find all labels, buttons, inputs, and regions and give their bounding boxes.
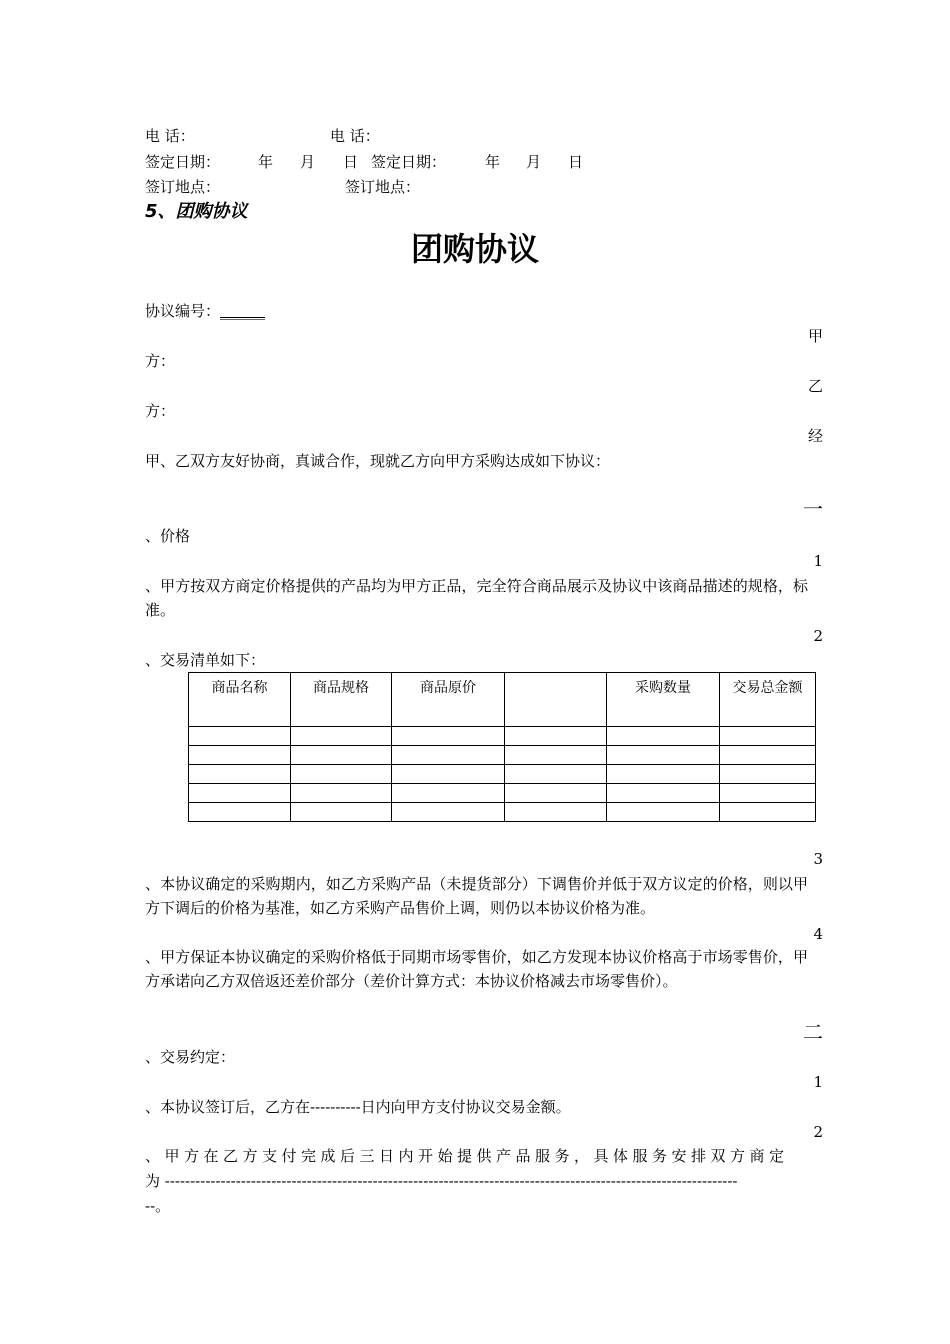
phone-label-b: 电 话： bbox=[330, 127, 380, 145]
table-cell bbox=[720, 784, 816, 803]
table-cell bbox=[189, 765, 291, 784]
party-b-char: 乙 bbox=[807, 377, 823, 395]
table-row bbox=[189, 727, 816, 746]
table-header-cell: 商品原价 bbox=[392, 673, 505, 727]
section2-item1-number: 1 bbox=[813, 1073, 823, 1091]
phone-label-a: 电 话： bbox=[145, 127, 195, 145]
table-header-row bbox=[189, 673, 816, 727]
section1-item3-number: 3 bbox=[813, 850, 823, 868]
table-cell bbox=[607, 765, 720, 784]
table-cell bbox=[392, 727, 505, 746]
table-cell bbox=[392, 803, 505, 822]
table-row bbox=[189, 784, 816, 803]
table-cell bbox=[505, 784, 607, 803]
table-header-cell: 采购数量 bbox=[607, 673, 720, 727]
table-header-cell: 商品名称 bbox=[189, 673, 291, 727]
table-cell bbox=[189, 803, 291, 822]
party-a-char: 甲 bbox=[807, 327, 823, 345]
sign-place-label-b: 签订地点： bbox=[345, 178, 421, 196]
table-cell bbox=[291, 765, 392, 784]
table-cell bbox=[505, 746, 607, 765]
section1-item4-number: 4 bbox=[813, 925, 823, 943]
sign-date-label-b: 签定日期： bbox=[371, 153, 447, 171]
table-cell bbox=[291, 784, 392, 803]
sign-place-label-a: 签订地点： bbox=[145, 178, 221, 196]
sign-date-label-a: 签定日期： bbox=[145, 153, 221, 171]
document-title: 团购协议 bbox=[410, 230, 539, 268]
section2-title: 、交易约定： bbox=[145, 1048, 236, 1066]
table-cell bbox=[720, 727, 816, 746]
agreement-number-blank: ______ bbox=[220, 302, 266, 320]
section1-item1-number: 1 bbox=[813, 552, 823, 570]
table-cell bbox=[720, 803, 816, 822]
year-label-a: 年 bbox=[258, 153, 274, 171]
table-header-cell: 交易总金额 bbox=[720, 673, 816, 727]
section1-number: 一 bbox=[803, 497, 823, 521]
section1-item3-text: 、本协议确定的采购期内，如乙方采购产品（未提货部分）下调售价并低于双方议定的价格，则以甲方下调后的价格为基准，如乙方采购产品售价上调，则仍以本协议价格为准。 bbox=[145, 875, 808, 917]
section2-item2-line3: --。 bbox=[145, 1197, 171, 1215]
month-label-a: 月 bbox=[300, 153, 316, 171]
table-header-cell bbox=[505, 673, 607, 727]
table-cell bbox=[607, 746, 720, 765]
section1-item2-text: 、交易清单如下： bbox=[145, 651, 266, 669]
day-label-a: 日 bbox=[343, 153, 359, 171]
section2-item2-line1: 、甲方在乙方支付完成后三日内开始提供产品服务，具体服务安排双方商定 bbox=[145, 1147, 789, 1165]
table-row bbox=[189, 803, 816, 822]
table-cell bbox=[607, 727, 720, 746]
table-cell bbox=[720, 765, 816, 784]
table-cell bbox=[392, 746, 505, 765]
table-cell bbox=[291, 803, 392, 822]
year-label-b: 年 bbox=[485, 153, 501, 171]
table-cell bbox=[392, 784, 505, 803]
section1-item4-text: 、甲方保证本协议确定的采购价格低于同期市场零售价，如乙方发现本协议价格高于市场零售价，甲方承诺向乙方双倍返还差价部分（差价计算方式：本协议价格减去市场零售价）。 bbox=[145, 948, 808, 990]
transaction-table bbox=[188, 672, 816, 822]
table-cell bbox=[505, 803, 607, 822]
table-cell bbox=[392, 765, 505, 784]
table-cell bbox=[291, 727, 392, 746]
intro-paragraph: 甲、乙双方友好协商，真诚合作，现就乙方向甲方采购达成如下协议： bbox=[145, 452, 611, 470]
table-row bbox=[189, 746, 816, 765]
table-cell bbox=[505, 727, 607, 746]
month-label-b: 月 bbox=[526, 153, 542, 171]
table-cell bbox=[189, 746, 291, 765]
agreement-number bbox=[145, 301, 265, 321]
table-header-cell: 商品规格 bbox=[291, 673, 392, 727]
table-cell bbox=[189, 784, 291, 803]
table-row bbox=[189, 765, 816, 784]
party-a-suffix: 方： bbox=[145, 352, 176, 370]
table-cell bbox=[291, 746, 392, 765]
section1-item2-number: 2 bbox=[813, 627, 823, 645]
day-label-b: 日 bbox=[568, 153, 584, 171]
table-cell bbox=[607, 803, 720, 822]
section1-item1-text: 、甲方按双方商定价格提供的产品均为甲方正品，完全符合商品展示及协议中该商品描述的规格，标准。 bbox=[145, 577, 808, 619]
section2-item1-text: 、本协议签订后，乙方在----------日内向甲方支付协议交易金额。 bbox=[145, 1098, 571, 1116]
table-cell bbox=[505, 765, 607, 784]
table-cell bbox=[720, 746, 816, 765]
section-heading: 5、团购协议 bbox=[145, 201, 248, 222]
section1-title: 、价格 bbox=[145, 527, 191, 545]
section2-item2-line2: 为 ----------------------------------------------------------------------------------------------------------------- bbox=[145, 1172, 738, 1190]
table-cell bbox=[189, 727, 291, 746]
agreement-number-label: 协议编号： bbox=[145, 302, 221, 320]
section2-number: 二 bbox=[803, 1020, 823, 1044]
jing-char: 经 bbox=[807, 427, 823, 445]
party-b-suffix: 方： bbox=[145, 402, 176, 420]
table-cell bbox=[607, 784, 720, 803]
section2-item2-number: 2 bbox=[813, 1123, 823, 1141]
